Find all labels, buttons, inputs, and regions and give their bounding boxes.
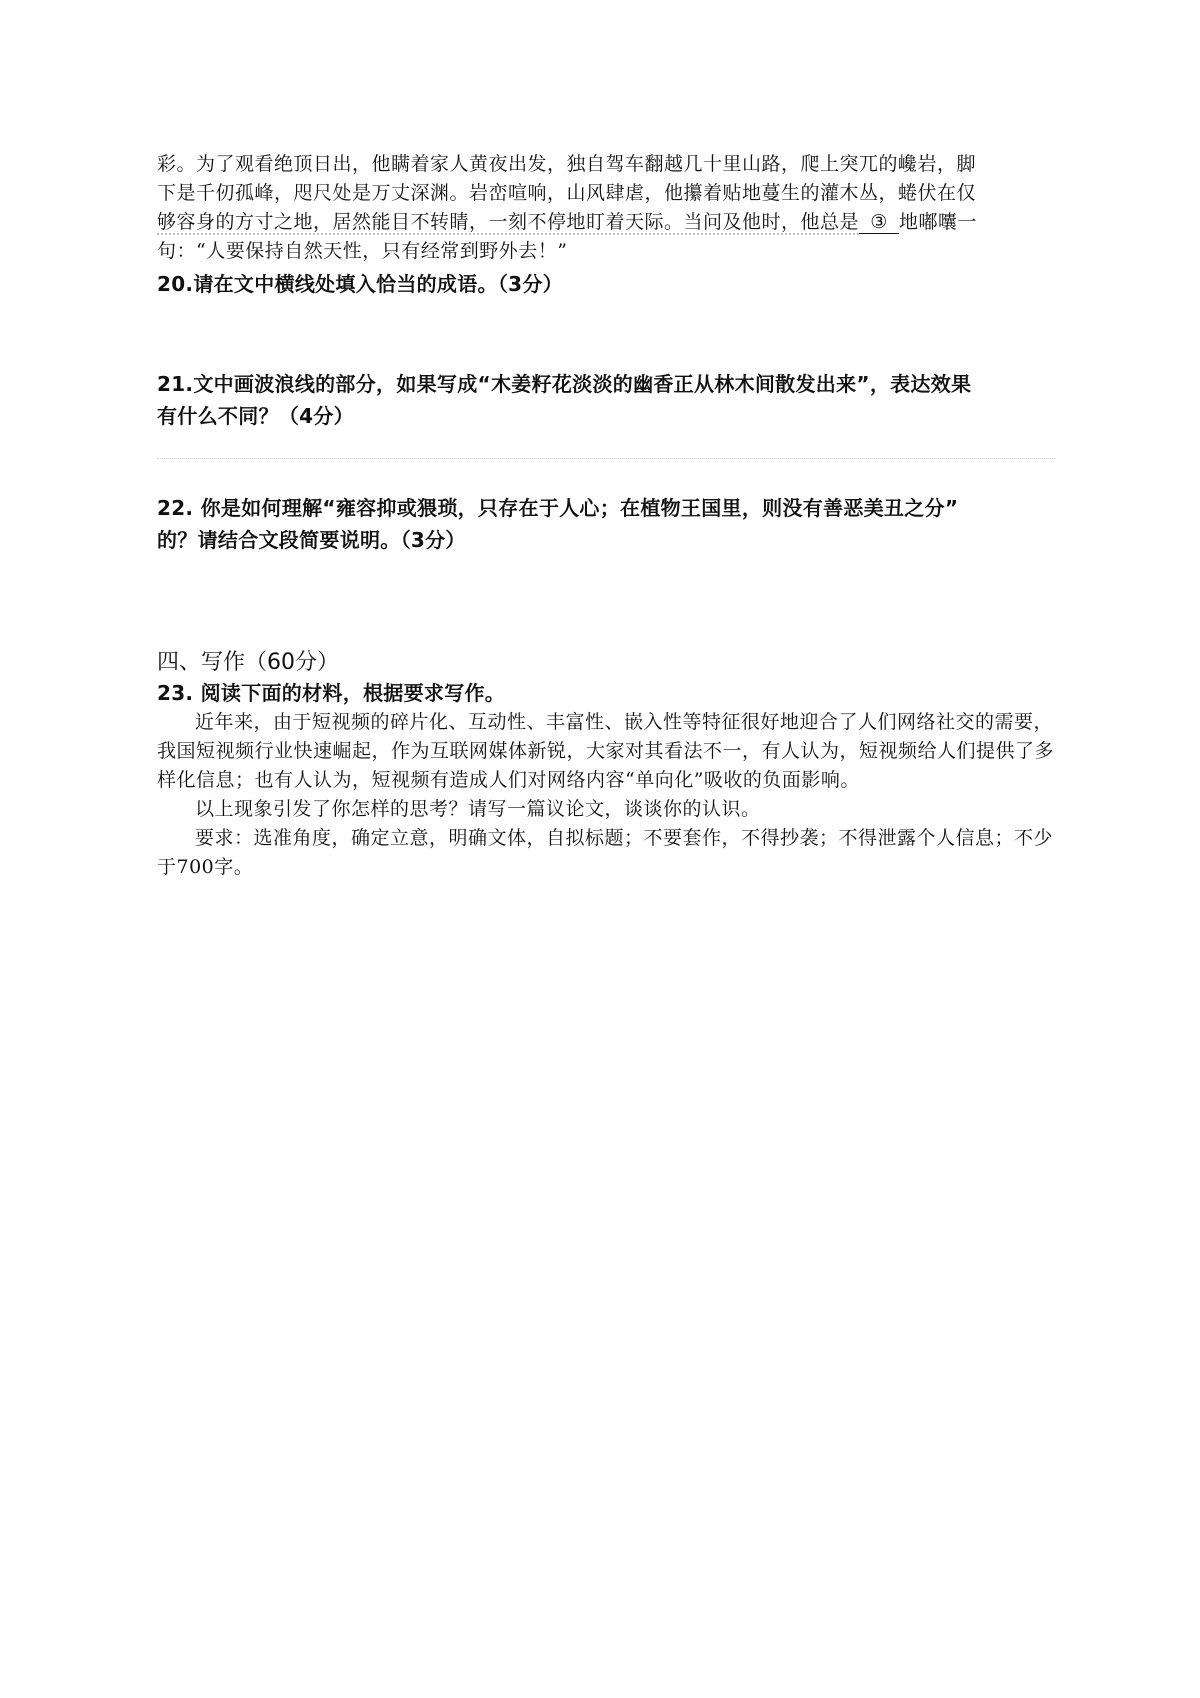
passage-line-3: [157, 208, 1055, 237]
question-21-line-1: 21.文中画波浪线的部分，如果写成“木姜籽花淡淡的幽香正从林木间散发出来”，表达效果: [157, 372, 972, 396]
passage-line-3-end: 地嘟囔一: [899, 211, 978, 233]
question-20: [157, 268, 1055, 300]
writing-section: [157, 648, 1055, 882]
question-22-line-1: 22. 你是如何理解“雍容抑或猥琐，只存在于人心；在植物王国里，则没有善恶美丑之分”: [157, 496, 959, 520]
passage: [157, 150, 1055, 266]
writing-material: 近年来，由于短视频的碎片化、互动性、丰富性、嵌入性等特征很好地迎合了人们网络社交的需要，我国短视频行业快速崛起，作为互联网媒体新锐，大家对其看法不一，有人认为，短视频给人们提供了多样化信息；也有人认为，短视频有造成人们对网络内容“单向化”吸收的负面影响。: [157, 711, 1055, 791]
writing-prompt: 以上现象引发了你怎样的思考？请写一篇议论文，谈谈你的认识。: [195, 798, 761, 820]
passage-line-2: 下是千仞孤峰，咫尺处是万丈深渊。岩峦喧响，山风肆虐，他攥着贴地蔓生的灌木丛，蜷伏在仅: [157, 182, 977, 204]
question-20-text: 20.请在文中横线处填入恰当的成语。（3分）: [157, 272, 563, 296]
wavy-underlined-text: 够容身的方寸之地，居然能目不转睛，一刻不停地盯着天际。当问及他时，他总是: [157, 211, 860, 233]
fill-blank-3: ③: [859, 211, 899, 234]
question-23-title: 23. 阅读下面的材料，根据要求写作。: [157, 681, 506, 705]
question-22: [157, 492, 1055, 556]
passage-line-1: 彩。为了观看绝顶日出，他瞒着家人黄夜出发，独自驾车翻越几十里山路，爬上突兀的巉岩，脚: [157, 153, 977, 175]
section-title: 四、写作（60分）: [157, 650, 339, 675]
passage-line-4: 句：“人要保持自然天性，只有经常到野外去！”: [157, 240, 568, 262]
answer-rule: [157, 458, 1055, 459]
question-21: [157, 368, 1055, 432]
question-21-line-2: 有什么不同？（4分）: [157, 404, 354, 428]
question-22-line-2: 的？请结合文段简要说明。（3分）: [157, 528, 466, 552]
writing-requirements: 要求：选准角度，确定立意，明确文体，自拟标题；不要套作，不得抄袭；不得泄露个人信息；不少于700字。: [157, 827, 1054, 878]
